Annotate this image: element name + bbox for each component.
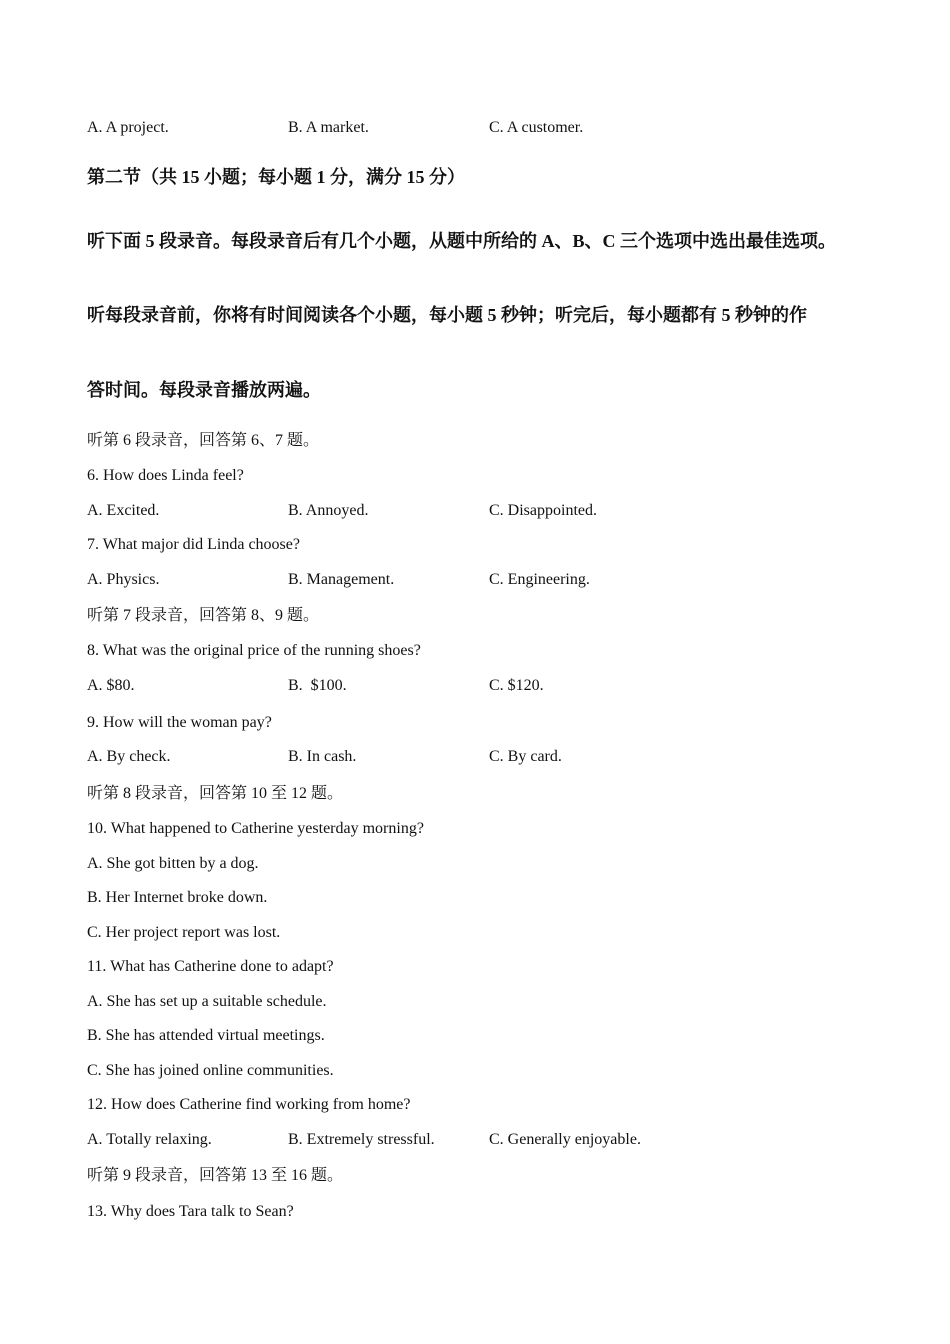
q10-question: 10. What happened to Catherine yesterday morning? — [87, 820, 424, 837]
audio-note-6: 听第 6 段录音，回答第 6、7 题。 — [87, 432, 320, 449]
q7-question: 7. What major did Linda choose? — [87, 536, 300, 553]
q9-option-a: A. By check. — [87, 748, 171, 765]
q13-question: 13. Why does Tara talk to Sean? — [87, 1203, 294, 1220]
q8-option-b: B. $100. — [288, 677, 347, 694]
q8-question: 8. What was the original price of the running shoes? — [87, 642, 421, 659]
q12-question: 12. How does Catherine find working from home? — [87, 1096, 411, 1113]
q9-option-c: C. By card. — [489, 748, 562, 765]
audio-note-9: 听第 9 段录音，回答第 13 至 16 题。 — [87, 1167, 344, 1184]
section2-instruction-3: 答时间。每段录音播放两遍。 — [87, 380, 321, 400]
q6-option-b: B. Annoyed. — [288, 502, 369, 519]
section2-instruction-2: 听每段录音前，你将有时间阅读各个小题，每小题 5 秒钟；听完后，每小题都有 5 秒钟的作 — [87, 305, 807, 325]
q9-question: 9. How will the woman pay? — [87, 714, 272, 731]
q5-option-b: B. A market. — [288, 119, 369, 136]
q6-question: 6. How does Linda feel? — [87, 467, 244, 484]
section2-title: 第二节（共 15 小题；每小题 1 分，满分 15 分） — [87, 167, 465, 187]
audio-note-7: 听第 7 段录音，回答第 8、9 题。 — [87, 607, 320, 624]
q5-option-c: C. A customer. — [489, 119, 584, 136]
section2-instruction-1: 听下面 5 段录音。每段录音后有几个小题，从题中所给的 A、B、C 三个选项中选出最佳选项。 — [87, 231, 836, 251]
q10-option-a: A. She got bitten by a dog. — [87, 855, 259, 872]
q12-option-c: C. Generally enjoyable. — [489, 1131, 641, 1148]
q11-option-a: A. She has set up a suitable schedule. — [87, 993, 327, 1010]
q10-option-c: C. Her project report was lost. — [87, 924, 281, 941]
q12-option-a: A. Totally relaxing. — [87, 1131, 212, 1148]
q11-option-c: C. She has joined online communities. — [87, 1062, 334, 1079]
q12-option-b: B. Extremely stressful. — [288, 1131, 435, 1148]
q10-option-b: B. Her Internet broke down. — [87, 889, 268, 906]
q7-option-a: A. Physics. — [87, 571, 160, 588]
q8-option-c: C. $120. — [489, 677, 544, 694]
q8-option-a: A. $80. — [87, 677, 135, 694]
q7-option-b: B. Management. — [288, 571, 395, 588]
audio-note-8: 听第 8 段录音，回答第 10 至 12 题。 — [87, 785, 344, 802]
q9-option-b: B. In cash. — [288, 748, 357, 765]
q7-option-c: C. Engineering. — [489, 571, 590, 588]
q6-option-a: A. Excited. — [87, 502, 160, 519]
q6-option-c: C. Disappointed. — [489, 502, 597, 519]
q11-option-b: B. She has attended virtual meetings. — [87, 1027, 325, 1044]
q5-option-a: A. A project. — [87, 119, 169, 136]
q11-question: 11. What has Catherine done to adapt? — [87, 958, 334, 975]
